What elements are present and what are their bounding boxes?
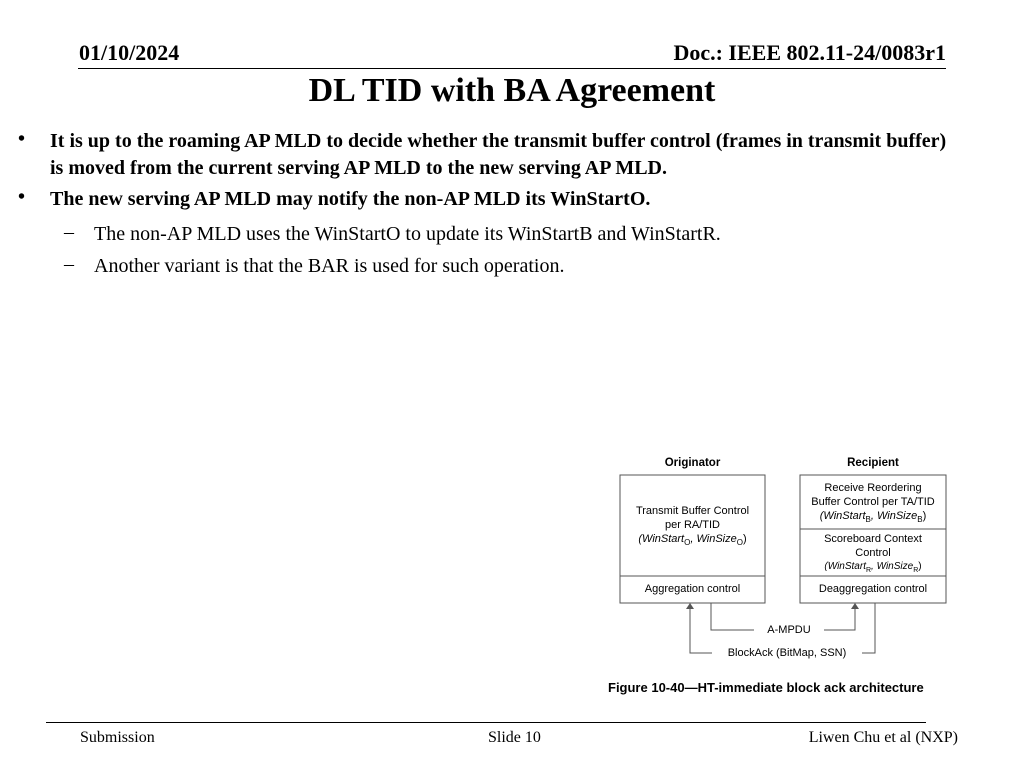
footer-slide-number: Slide 10 — [488, 729, 541, 746]
slide-title: DL TID with BA Agreement — [308, 72, 716, 109]
figure-caption: Figure 10-40—HT-immediate block ack architecture — [608, 680, 924, 695]
block-ack-architecture-figure — [604, 452, 984, 698]
sub-bullet-marker: – — [64, 253, 74, 275]
deaggregation-label: Deaggregation control — [818, 583, 928, 595]
ampdu-label: A-MPDU — [754, 623, 824, 637]
blockack-arrowhead — [686, 603, 694, 609]
bullet-text: The new serving AP MLD may notify the non-AP MLD its WinStartO. — [50, 188, 651, 210]
receive-reordering-label: Receive Reordering Buffer Control per TA/TID (WinStart$_B$, WinSize$_B$) — [811, 482, 935, 525]
transmit-buffer-label: Transmit Buffer Control per RA/TID (WinStart$_O$, WinSize$_O$) — [635, 505, 750, 548]
scoreboard-label: Scoreboard Context Control (WinStart$_R$, WinSize$_R$) — [824, 533, 922, 574]
blockack-label: BlockAck (BitMap, SSN) — [712, 646, 862, 660]
aggregation-label: Aggregation control — [644, 583, 741, 595]
originator-heading: Originator — [664, 457, 721, 469]
bullet-2 — [18, 186, 948, 213]
bullet-marker: • — [18, 128, 26, 150]
sub-bullet-marker: – — [64, 221, 74, 243]
ampdu-arrowhead — [851, 603, 859, 609]
footer-divider — [46, 722, 926, 723]
bullet-marker: • — [18, 186, 26, 208]
header-divider — [78, 68, 946, 69]
sub-bullet-text: The non-AP MLD uses the WinStartO to update its WinStartB and WinStartR. — [94, 223, 721, 245]
footer-author: Liwen Chu et al (NXP) — [808, 729, 958, 746]
footer-submission: Submission — [80, 729, 155, 746]
bullet-text: It is up to the roaming AP MLD to decide whether the transmit buffer control (frames in transmit buffer) is moved from the current serving AP MLD to the new serving AP MLD. — [50, 130, 947, 179]
bullet-1 — [18, 128, 948, 182]
sub-bullet-2 — [64, 253, 944, 280]
sub-bullet-1 — [64, 221, 944, 248]
sub-bullet-text: Another variant is that the BAR is used for such operation. — [94, 255, 565, 277]
header-doc-id: Doc.: IEEE 802.11-24/0083r1 — [673, 40, 946, 65]
header-date: 01/10/2024 — [79, 40, 180, 65]
recipient-heading: Recipient — [847, 457, 899, 469]
